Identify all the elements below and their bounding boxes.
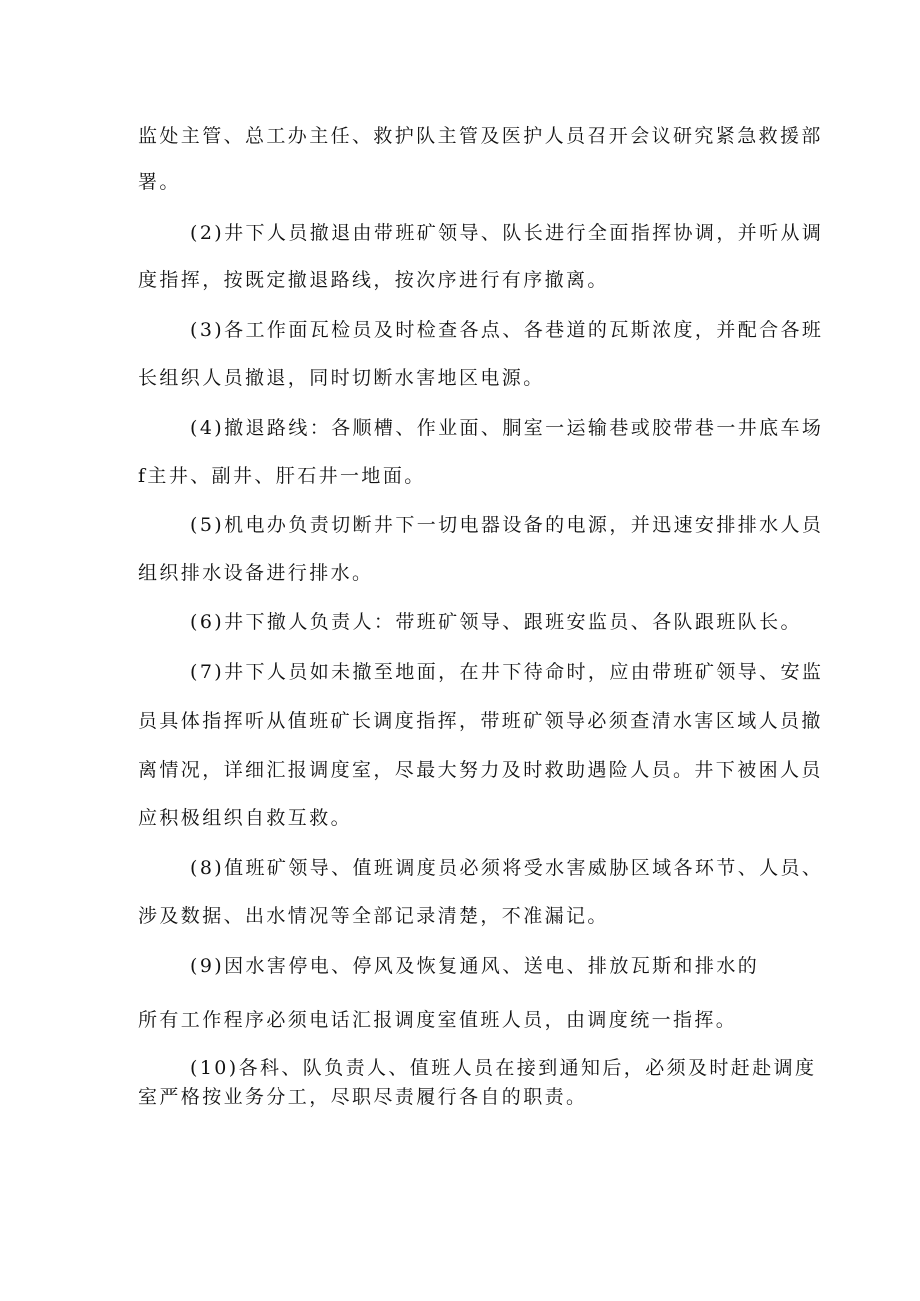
text-line: (3)各工作面瓦检员及时检查各点、各巷道的瓦斯浓度，并配合各班 <box>190 319 824 341</box>
text-line: 室严格按业务分工，尽职尽责履行各自的职责。 <box>138 1086 588 1108</box>
text-line: 离情况，详细汇报调度室，尽最大努力及时救助遇险人员。井下被困人员 <box>138 759 823 781</box>
text-line: f主井、副井、肝石井一地面。 <box>138 465 426 487</box>
text-line: 度指挥，按既定撤退路线，按次序进行有序撤离。 <box>138 269 609 291</box>
text-line: (10)各科、队负责人、值班人员在接到通知后，必须及时赶赴调度 <box>190 1057 817 1079</box>
text-line: (8)值班矿领导、值班调度员必须将受水害威胁区域各环节、人员、 <box>190 857 824 879</box>
text-line: (9)因水害停电、停风及恢复通风、送电、排放瓦斯和排水的 <box>190 955 760 977</box>
text-line: (2)井下人员撤退由带班矿领导、队长进行全面指挥协调，并听从调 <box>190 222 824 244</box>
text-line: 组织排水设备进行排水。 <box>138 562 374 584</box>
text-line: 涉及数据、出水情况等全部记录清楚，不准漏记。 <box>138 905 609 927</box>
text-line: 员具体指挥听从值班矿长调度指挥，带班矿领导必须查清水害区域人员撤 <box>138 710 823 732</box>
text-line: (5)机电办负责切断井下一切电器设备的电源，并迅速安排排水人员 <box>190 514 824 536</box>
text-line: 所有工作程序必须电话汇报调度室值班人员，由调度统一指挥。 <box>138 1009 738 1031</box>
text-line: (4)撤退路线：各顺槽、作业面、胴室一运输巷或胶带巷一井底车场 <box>190 417 824 439</box>
text-line: (6)井下撤人负责人：带班矿领导、跟班安监员、各队跟班队长。 <box>190 611 802 633</box>
text-line: 署。 <box>138 171 181 193</box>
text-line: 长组织人员撤退，同时切断水害地区电源。 <box>138 367 545 389</box>
text-line: (7)井下人员如未撤至地面，在井下待命时，应由带班矿领导、安监 <box>190 661 824 683</box>
text-line: 监处主管、总工办主任、救护队主管及医护人员召开会议研究紧急救援部 <box>138 125 823 147</box>
text-line: 应积极组织自救互救。 <box>138 807 353 829</box>
